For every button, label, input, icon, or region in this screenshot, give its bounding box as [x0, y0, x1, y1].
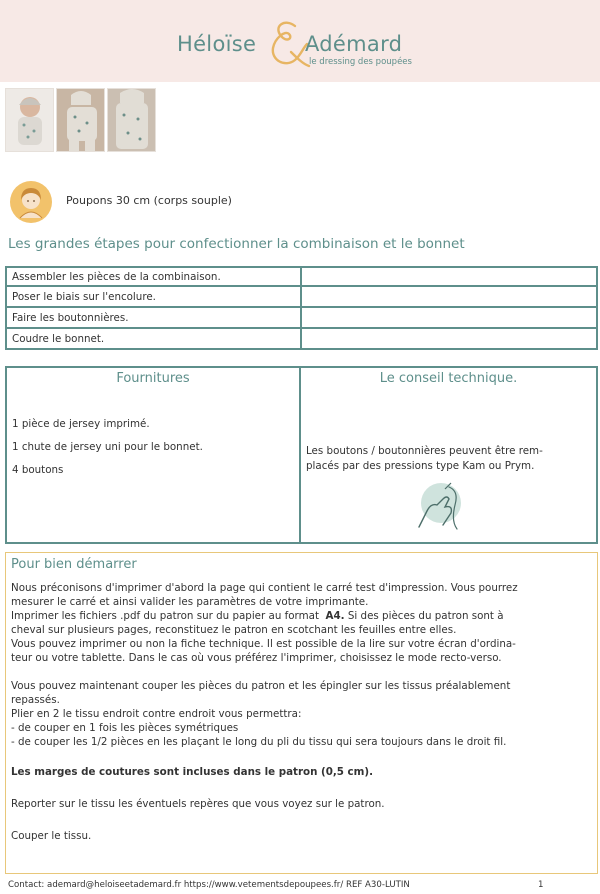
advice-line: Les boutons / boutonnières peuvent être rem-	[306, 445, 543, 457]
paragraph-line: cheval sur plusieurs pages, reconstituez le patron en scotchant les feuilles entre elles.	[11, 624, 457, 636]
step-label: Assembler les pièces de la combinaison.	[5, 266, 301, 287]
getting-started-box	[5, 552, 598, 874]
step-label: Coudre le bonnet.	[5, 329, 301, 350]
supplies-title: Fournitures	[116, 371, 190, 386]
format-intro: Imprimer les fichiers .pdf du patron sur du papier au format	[11, 610, 319, 622]
supply-item: 4 boutons	[12, 464, 64, 476]
brand-tagline: le dressing des poupées	[309, 57, 412, 67]
advice-text	[306, 444, 581, 474]
page-number: 1	[538, 880, 544, 890]
step-label: Faire les boutonnières.	[5, 308, 301, 329]
paragraph-line: repassés.	[11, 694, 60, 706]
product-photo-2	[56, 88, 105, 152]
steps-table	[5, 266, 598, 350]
paragraph-line: mesurer le carré et ainsi valider les paramètres de votre imprimante.	[11, 596, 369, 608]
brand-logo	[175, 14, 435, 74]
brand-name-left: Héloïse	[177, 32, 257, 56]
paragraph-line: Vous pouvez maintenant couper les pièces du patron et les épingler sur les tissus préalablement	[11, 680, 511, 692]
table-row	[5, 308, 598, 329]
advice-line: placés par des pressions type Kam ou Prym.	[306, 460, 535, 472]
doll-size-icon	[8, 180, 54, 224]
paragraph-line: Nous préconisons d'imprimer d'abord la page qui contient le carré test d'impression. Vous pourrez	[11, 582, 518, 594]
supply-item: 1 pièce de jersey imprimé.	[12, 418, 150, 430]
step-check	[301, 266, 598, 287]
paragraph-line: Plier en 2 le tissu endroit contre endroit vous permettra:	[11, 708, 302, 720]
footer-contact: Contact: ademard@heloiseetademard.fr https://www.vetementsdepoupees.fr/ REF A30-LUTIN	[8, 880, 410, 890]
paragraph-line: - de couper en 1 fois les pièces symétriques	[11, 722, 239, 734]
step-label: Poser le biais sur l'encolure.	[5, 287, 301, 308]
product-photo-3	[107, 88, 156, 152]
supply-item: 1 chute de jersey uni pour le bonnet.	[12, 441, 203, 453]
product-photo-1	[5, 88, 54, 152]
paragraph-line: Vous pouvez imprimer ou non la fiche technique. Il est possible de la lire sur votre écran d'ordina-	[11, 638, 516, 650]
brand-name-right: Adémard	[305, 32, 403, 56]
format-emphasis: A4.	[325, 610, 345, 622]
sewing-hand-icon	[409, 475, 469, 535]
step-check	[301, 287, 598, 308]
step-check	[301, 308, 598, 329]
step-check	[301, 329, 598, 350]
getting-started-title: Pour bien démarrer	[11, 557, 137, 572]
advice-box	[301, 366, 598, 544]
table-row	[5, 287, 598, 308]
table-row	[5, 266, 598, 287]
paragraph-line: - de couper les 1/2 pièces en les plaçant le long du pli du tissu qui sera toujours dans le droit fil.	[11, 736, 507, 748]
paragraph-line: Reporter sur le tissu les éventuels repères que vous voyez sur le patron.	[11, 798, 385, 810]
steps-title: Les grandes étapes pour confectionner la combinaison et le bonnet	[8, 236, 465, 252]
paragraph-line: Couper le tissu.	[11, 830, 92, 842]
header-banner	[0, 0, 600, 82]
supplies-box	[5, 366, 301, 544]
advice-title: Le conseil technique.	[379, 371, 518, 386]
table-row	[5, 329, 598, 350]
paragraph-line: teur ou votre tablette. Dans le cas où vous préférez l'imprimer, choisissez le mode recto-verso.	[11, 652, 502, 664]
seam-allowance-note: Les marges de coutures sont incluses dans le patron (0,5 cm).	[11, 766, 373, 778]
paragraph-line-format	[11, 609, 596, 623]
format-tail: Si des pièces du patron sont à	[347, 610, 504, 622]
doll-size-label: Poupons 30 cm (corps souple)	[66, 194, 232, 207]
